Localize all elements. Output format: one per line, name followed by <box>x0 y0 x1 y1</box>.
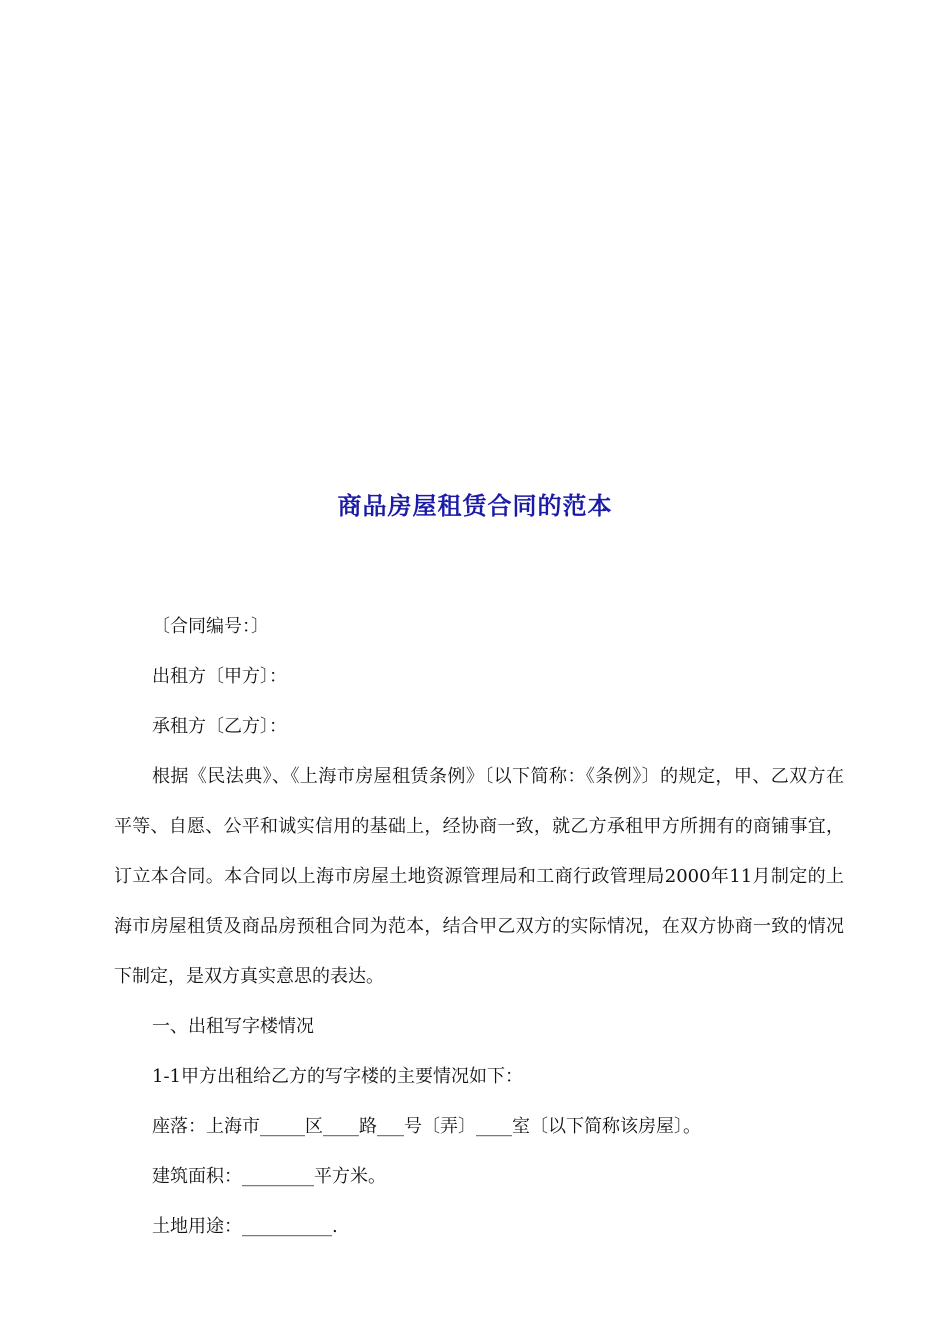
section-1-heading: 一、出租写字楼情况 <box>152 1016 314 1037</box>
lessor-line: 出租方〔甲方〕： <box>152 666 287 687</box>
lessee-line: 承租方〔乙方〕： <box>152 716 287 737</box>
document-title: 商品房屋租赁合同的范本 <box>337 492 613 520</box>
contract-number-line: 〔合同编号：〕 <box>152 616 269 637</box>
land-use-line: 土地用途：__________. <box>152 1216 338 1237</box>
location-line: 座落：上海市_____区____路___号〔弄〕____室〔以下简称该房屋〕。 <box>152 1116 701 1137</box>
intro-paragraph: 根据《民法典》、《上海市房屋租赁条例》〔以下简称：《条例》〕的规定，甲、乙双方在平等、自愿、公平和诚实信用的基础上，经协商一致，就乙方承租甲方所拥有的商铺事宜，订立本合同。本合同以上海市房屋土地资源管理局和工商行政管理局2000年11月制定的上海市房屋租赁及商品房预租合同为范本，结合甲乙双方的实际情况，在双方协商一致的情况下制定，是双方真实意思的表达。 <box>114 766 844 987</box>
document-body <box>114 602 844 1252</box>
clause-1-1: 1-1甲方出租给乙方的写字楼的主要情况如下： <box>152 1066 523 1087</box>
floor-area-line: 建筑面积：________平方米。 <box>152 1166 386 1187</box>
